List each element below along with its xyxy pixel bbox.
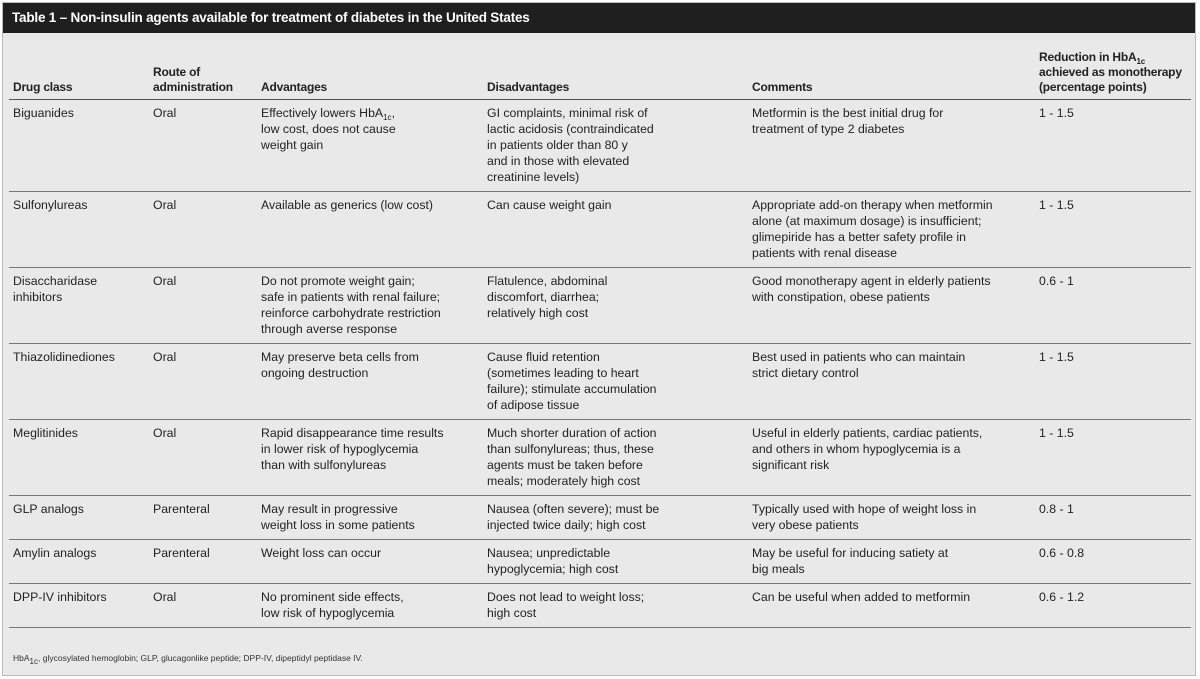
cell-comments: Metformin is the best initial drug for treatment of type 2 diabetes <box>748 100 1035 192</box>
cell-route: Oral <box>149 584 257 628</box>
cell-comments: Useful in elderly patients, cardiac patients, and others in whom hypoglycemia is a significant risk <box>748 420 1035 496</box>
cell-hba1c-reduction: 1 - 1.5 <box>1035 192 1191 268</box>
table-row <box>9 100 1191 192</box>
cell-advantages: May result in progressive weight loss in some patients <box>257 496 483 540</box>
cell-advantages: Do not promote weight gain; safe in patients with renal failure; reinforce carbohydrate restriction through averse response <box>257 268 483 344</box>
cell-hba1c-reduction: 0.6 - 1 <box>1035 268 1191 344</box>
cell-drug-class: Biguanides <box>9 100 149 192</box>
header-row <box>9 39 1191 100</box>
cell-comments: Appropriate add-on therapy when metformin alone (at maximum dosage) is insufficient; glimepiride has a better safety profile in patients with renal disease <box>748 192 1035 268</box>
cell-advantages: Rapid disappearance time results in lower risk of hypoglycemia than with sulfonylureas <box>257 420 483 496</box>
cell-disadvantages: Cause fluid retention (sometimes leading to heart failure); stimulate accumulation of adipose tissue <box>483 344 748 420</box>
cell-disadvantages: Flatulence, abdominal discomfort, diarrhea; relatively high cost <box>483 268 748 344</box>
cell-comments: May be useful for inducing satiety at big meals <box>748 540 1035 584</box>
table-row <box>9 420 1191 496</box>
table-row <box>9 540 1191 584</box>
column-header-route: Route of administration <box>149 39 257 100</box>
cell-advantages: May preserve beta cells from ongoing destruction <box>257 344 483 420</box>
table-row <box>9 496 1191 540</box>
cell-drug-class: Meglitinides <box>9 420 149 496</box>
cell-drug-class: Sulfonylureas <box>9 192 149 268</box>
table-row <box>9 268 1191 344</box>
cell-route: Oral <box>149 192 257 268</box>
cell-hba1c-reduction: 1 - 1.5 <box>1035 420 1191 496</box>
cell-route: Parenteral <box>149 496 257 540</box>
table-row <box>9 192 1191 268</box>
cell-disadvantages: Does not lead to weight loss; high cost <box>483 584 748 628</box>
drug-table <box>9 39 1191 628</box>
column-header-comments: Comments <box>748 39 1035 100</box>
cell-route: Parenteral <box>149 540 257 584</box>
cell-advantages: Available as generics (low cost) <box>257 192 483 268</box>
cell-disadvantages: Nausea (often severe); must be injected twice daily; high cost <box>483 496 748 540</box>
table-row <box>9 584 1191 628</box>
cell-comments: Best used in patients who can maintain strict dietary control <box>748 344 1035 420</box>
column-header-hba1c-reduction: Reduction in HbA$_{1c}$ achieved as monotherapy (percentage points) <box>1035 39 1191 100</box>
table-row <box>9 344 1191 420</box>
table-title: Table 1 – Non-insulin agents available for treatment of diabetes in the United States <box>3 3 1195 33</box>
column-header-drug-class: Drug class <box>9 39 149 100</box>
cell-drug-class: Amylin analogs <box>9 540 149 584</box>
cell-drug-class: GLP analogs <box>9 496 149 540</box>
cell-disadvantages: Much shorter duration of action than sulfonylureas; thus, these agents must be taken before meals; moderately high cost <box>483 420 748 496</box>
cell-route: Oral <box>149 268 257 344</box>
cell-disadvantages: GI complaints, minimal risk of lactic acidosis (contraindicated in patients older than 80 y and in those with elevated creatinine levels) <box>483 100 748 192</box>
cell-route: Oral <box>149 420 257 496</box>
cell-hba1c-reduction: 0.6 - 1.2 <box>1035 584 1191 628</box>
cell-comments: Typically used with hope of weight loss in very obese patients <box>748 496 1035 540</box>
cell-disadvantages: Can cause weight gain <box>483 192 748 268</box>
cell-drug-class: Disaccharidase inhibitors <box>9 268 149 344</box>
cell-hba1c-reduction: 1 - 1.5 <box>1035 100 1191 192</box>
cell-drug-class: DPP-IV inhibitors <box>9 584 149 628</box>
column-header-disadvantages: Disadvantages <box>483 39 748 100</box>
cell-comments: Can be useful when added to metformin <box>748 584 1035 628</box>
cell-disadvantages: Nausea; unpredictable hypoglycemia; high cost <box>483 540 748 584</box>
cell-advantages: Effectively lowers HbA$_{1c}$, low cost, does not cause weight gain <box>257 100 483 192</box>
cell-advantages: No prominent side effects, low risk of hypoglycemia <box>257 584 483 628</box>
cell-comments: Good monotherapy agent in elderly patients with constipation, obese patients <box>748 268 1035 344</box>
cell-hba1c-reduction: 1 - 1.5 <box>1035 344 1191 420</box>
table-figure <box>2 2 1196 676</box>
cell-route: Oral <box>149 344 257 420</box>
cell-route: Oral <box>149 100 257 192</box>
cell-hba1c-reduction: 0.6 - 0.8 <box>1035 540 1191 584</box>
cell-hba1c-reduction: 0.8 - 1 <box>1035 496 1191 540</box>
column-header-advantages: Advantages <box>257 39 483 100</box>
footnote: HbA$_{1c}$, glycosylated hemoglobin; GLP, glucagonlike peptide; DPP-IV, dipeptidyl peptidase IV. <box>13 653 363 666</box>
cell-advantages: Weight loss can occur <box>257 540 483 584</box>
cell-drug-class: Thiazolidinediones <box>9 344 149 420</box>
